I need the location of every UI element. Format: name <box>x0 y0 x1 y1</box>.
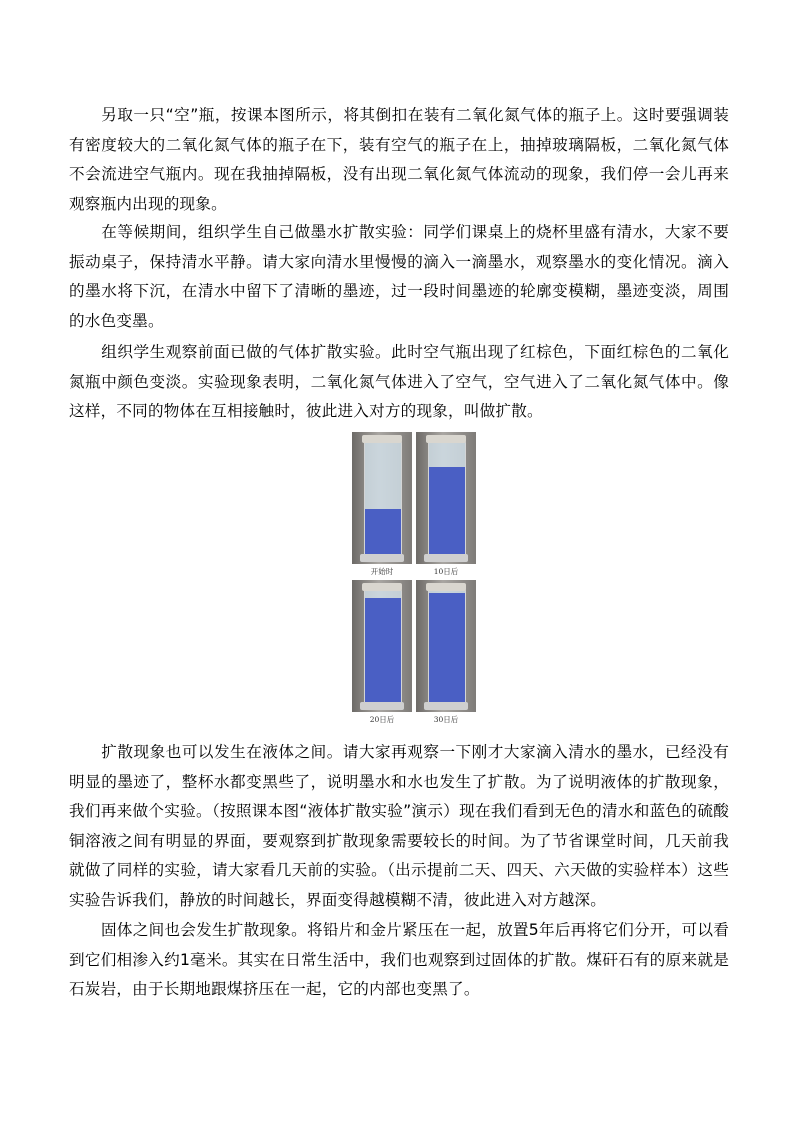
paragraph-text: 组织学生观察前面已做的气体扩散实验。此时空气瓶出现了红棕色，下面红棕色的二氧化氮瓶中颜色变淡。实验现象表明，二氧化氮气体进入了空气，空气进入了二氧化氮气体中。像这样，不同的物体在互相接触时，彼此进入对方的现象，叫做扩散。 <box>69 343 729 420</box>
paragraph <box>69 218 729 336</box>
paragraph-text: 另取一只“空”瓶，按课本图所示，将其倒扣在装有二氧化氮气体的瓶子上。这时要强调装有密度较大的二氧化氮气体的瓶子在下，装有空气的瓶子在上，抽掉玻璃隔板，二氧化氮气体不会流进空气瓶内。现在我抽掉隔板，没有出现二氧化氮气体流动的现象，我们停一会儿再来观察瓶内出现的现象。 <box>69 106 729 213</box>
paragraph <box>69 916 729 1005</box>
photo-caption: 开始时 <box>370 567 394 576</box>
paragraph-text: 固体之间也会发生扩散现象。将铅片和金片紧压在一起，放置5年后再将它们分开，可以看到它们相渗入约1毫米。其实在日常生活中，我们也观察到过固体的扩散。煤矸石有的原来就是石炭岩，由于长期地跟煤挤压在一起，它的内部也变黑了。 <box>69 921 729 998</box>
paragraph <box>69 101 729 219</box>
paragraph-text: 扩散现象也可以发生在液体之间。请大家再观察一下刚才大家滴入清水的墨水，已经没有明显的墨迹了，整杯水都变黑些了，说明墨水和水也发生了扩散。为了说明液体的扩散现象，我们再来做个实验。（按照课本图“液体扩散实验”演示）现在我们看到无色的清水和蓝色的硫酸铜溶液之间有明显的界面，要观察到扩散现象需要较长的时间。为了节省课堂时间，几天前我就做了同样的实验，请大家看几天前的实验。（出示提前二天、四天、六天做的实验样本）这些实验告诉我们，静放的时间越长，界面变得越模糊不清，彼此进入对方越深。 <box>69 743 729 909</box>
paragraph <box>69 338 729 427</box>
experiment-photo-day0 <box>352 432 412 564</box>
experiment-photo-day30 <box>416 580 476 712</box>
photo-caption: 30日后 <box>433 715 459 724</box>
diffusion-experiment-figure <box>352 432 480 728</box>
paragraph-text: 在等候期间，组织学生自己做墨水扩散实验：同学们课桌上的烧杯里盛有清水，大家不要振动桌子，保持清水平静。请大家向清水里慢慢的滴入一滴墨水，观察墨水的变化情况。滴入的墨水将下沉，在清水中留下了清晰的墨迹，过一段时间墨迹的轮廓变模糊，墨迹变淡，周围的水色变墨。 <box>69 223 729 330</box>
experiment-photo-day10 <box>416 432 476 564</box>
photo-caption: 20日后 <box>369 715 395 724</box>
paragraph <box>69 738 729 915</box>
experiment-photo-day20 <box>352 580 412 712</box>
photo-caption: 10日后 <box>433 567 459 576</box>
